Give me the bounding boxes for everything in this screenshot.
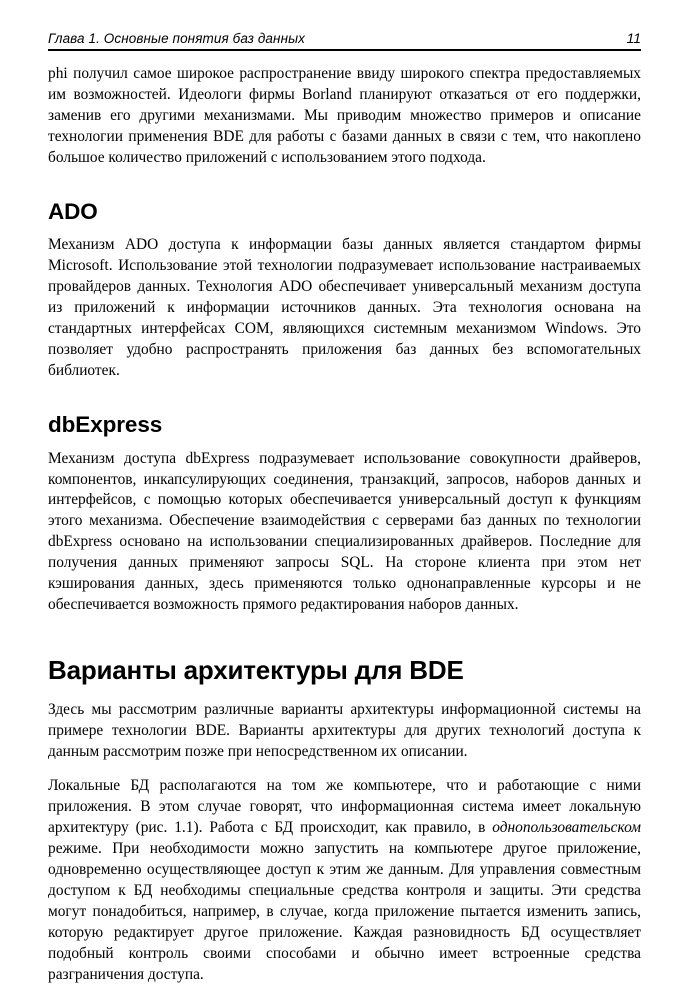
running-head-chapter-title: Глава 1. Основные понятия баз данных xyxy=(48,31,305,46)
paragraph-bde-architecture-intro: Здесь мы рассмотрим различные варианты архитектуры информационной системы на примере технологии BDE. Варианты архитектуры для других технологий доступа к данным рассмотрим позже при непосредственном их описании. xyxy=(48,700,641,760)
paragraph-ado: Механизм ADO доступа к информации базы данных является стандартом фирмы Microsoft. Использование этой технологии подразумевает использование настраиваемых провайдеров данных. Технология ADO обеспечивает универсальный механизм доступа из приложений к информации источников данных. Эта технология основана на стандартных интерфейсах COM, являющихся системным механизмом Windows. Это позволяет удобно распространять приложения баз данных без вспомогательных библиотек. xyxy=(48,236,641,379)
paragraph-dbexpress: Механизм доступа dbExpress подразумевает использование совокупности драйверов, компонентов, инкапсулирующих соединения, транзакций, запросов, наборов данных и интерфейсов, с помощью которых обеспечивается универсальный доступ к функциям этого механизма. Обеспечение взаимодействия с серверами баз данных по технологии dbExpress основано на использовании специализированных драйверов. Последние для получения данных применяют запросы SQL. На стороне клиента при этом нет кэширования данных, здесь применяются только однонаправленные курсоры и не обеспечивается возможность прямого редактирования наборов данных. xyxy=(48,449,641,613)
page-number: 11 xyxy=(626,30,641,46)
running-head xyxy=(48,0,641,49)
paragraph-continued-from-previous-page: phi получил самое широкое распространение ввиду широкого спектра предоставляемых им возможностей. Идеологи фирмы Borland планируют отказаться от его поддержки, заменив его другими механизмами. Мы приводим множество примеров и описание технологии применения BDE для работы с базами данных в связи с тем, что накоплено большое количество приложений с использованием этого подхода. xyxy=(48,65,641,166)
paragraph-local-databases xyxy=(48,776,641,985)
header-rule-divider xyxy=(48,49,641,51)
heading-ado: ADO xyxy=(48,198,98,224)
emphasis-single-user-mode: однопользовательском xyxy=(492,819,641,837)
paragraph-local-databases-part-2: режиме. При необходимости можно запустить на компьютере другое приложение, одновременно осуществляющее доступ к этим же данным. Для управления совместным доступом к БД необходимы специальные средства контроля и защиты. Эти средства могут понадобиться, например, в случае, когда приложение пытается изменить запись, которую редактирует другое приложение. Каждая разновидность БД осуществляет подобный контроль своими способами и обычно имеет встроенные средства разграничения доступа. xyxy=(48,840,641,983)
heading-dbexpress: dbExpress xyxy=(48,411,163,437)
page-content xyxy=(48,0,641,986)
paragraph-local-databases-part-1: Локальные БД располагаются на том же компьютере, что и работающие с ними приложения. В этом случае говорят, что информационная система имеет локальную архитектуру (рис. 1.1). Работа с БД происходит, как правило, в xyxy=(48,777,641,837)
heading-bde-architecture-variants: Варианты архитектуры для BDE xyxy=(48,654,464,685)
